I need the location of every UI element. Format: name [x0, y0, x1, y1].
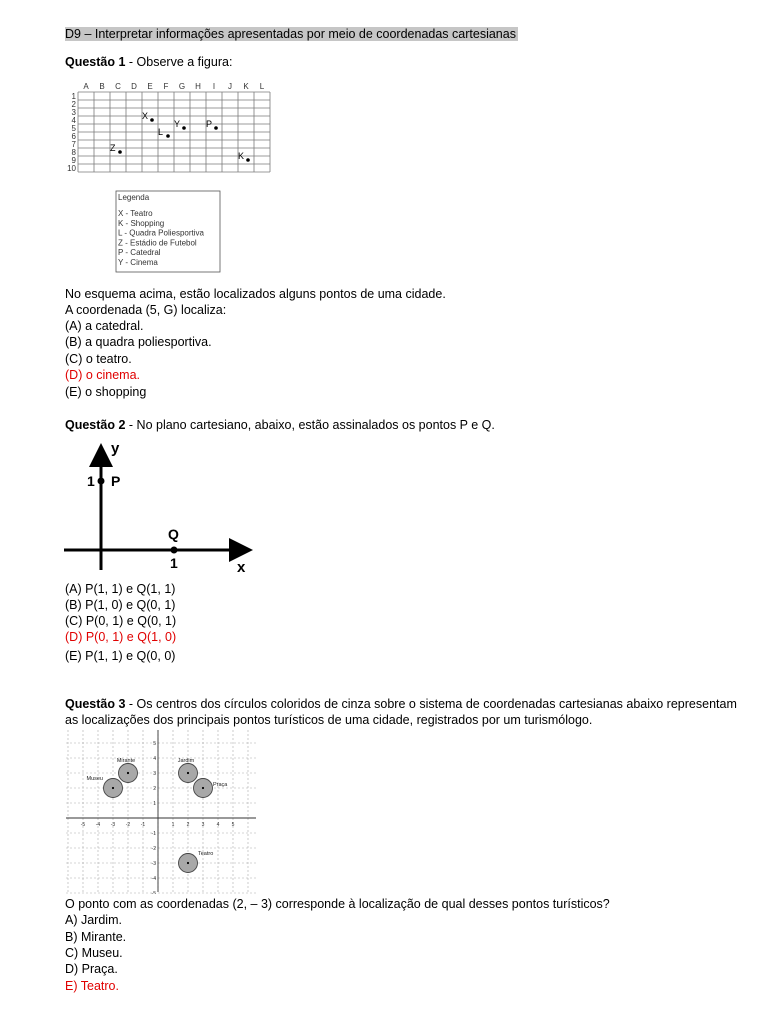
q1-row-label: 4: [71, 116, 76, 125]
q1-col-label: A: [83, 82, 89, 91]
q2-option-e: (E) P(1, 1) e Q(0, 0): [65, 649, 176, 663]
q3-question: O ponto com as coordenadas (2, – 3) corresponde à localização de qual desses pontos turísticos?: [65, 897, 610, 911]
q2-option-b: (B) P(1, 0) e Q(0, 1): [65, 598, 176, 612]
q3-x-tick: -5: [80, 822, 86, 828]
q1-option-b: (B) a quadra poliesportiva.: [65, 335, 212, 349]
q2-one-x: 1: [170, 555, 178, 571]
q3-option-a: A) Jardim.: [65, 913, 122, 927]
q1-point-label: Z: [110, 143, 116, 153]
q1-col-label: C: [115, 82, 121, 91]
q3-center-dot: [187, 772, 189, 774]
q3-y-tick: 1: [153, 801, 156, 807]
q1-legend-item: Y - Cinema: [118, 258, 158, 267]
q3-option-e: E) Teatro.: [65, 979, 119, 993]
q3-y-tick: -2: [151, 846, 156, 852]
q3-x-tick: 5: [231, 822, 235, 828]
q1-point-k: [246, 158, 250, 162]
q1-legend-title: Legenda: [118, 193, 150, 202]
q1-legend-item: L - Quadra Poliesportiva: [118, 228, 204, 238]
q3-y-tick: -4: [151, 876, 156, 882]
q2-option-a: (A) P(1, 1) e Q(1, 1): [65, 582, 176, 596]
q1-point-label: K: [238, 151, 245, 161]
q3-y-tick: -1: [151, 831, 156, 837]
q3-place-label: Mirante: [116, 758, 136, 764]
q2-point-q: [171, 547, 178, 554]
q3-x-tick: 2: [186, 822, 190, 828]
q1-col-label: D: [131, 82, 137, 91]
q1-point-label: Y: [174, 119, 181, 129]
q1-option-e: (E) o shopping: [65, 385, 147, 399]
q3-x-tick: -4: [95, 822, 101, 828]
q3-place-label: Praça: [213, 782, 228, 788]
q1-grid-figure: [64, 80, 276, 276]
q1-col-label: G: [178, 82, 186, 91]
q2-point-p: [98, 478, 105, 485]
q1-stem-1: No esquema acima, estão localizados alguns pontos de uma cidade.: [65, 287, 446, 301]
q1-stem-2: A coordenada (5, G) localiza:: [65, 303, 227, 317]
q3-x-tick: -3: [110, 822, 116, 828]
q1-col-label: H: [195, 82, 201, 91]
q1-legend-item: X - Teatro: [118, 209, 153, 218]
q1-point-p: [214, 126, 218, 130]
q1-option-c: (C) o teatro.: [65, 352, 132, 366]
q3-x-tick: -2: [125, 822, 131, 828]
q1-col-label: E: [147, 82, 153, 91]
q3-y-tick: 4: [153, 756, 156, 762]
q3-x-tick: 1: [171, 822, 175, 828]
q3-label: Questão 3: [65, 697, 126, 711]
q3-y-tick: 2: [153, 786, 156, 792]
q1-row-label: 1: [71, 92, 76, 101]
q1-row-label: 3: [71, 108, 76, 117]
q2-text: - No plano cartesiano, abaixo, estão assinalados os pontos P e Q.: [125, 418, 495, 432]
q1-point-l: [166, 134, 170, 138]
q1-row-label: 9: [71, 156, 76, 165]
q3-place-label: Museu: [86, 776, 103, 782]
q3-x-tick: 4: [216, 822, 220, 828]
q1-col-label: K: [243, 82, 249, 91]
q3-coordinate-figure: [64, 728, 258, 894]
q2-x-label: x: [237, 559, 246, 576]
q1-point-x: [150, 118, 154, 122]
q3-option-b: B) Mirante.: [65, 930, 127, 944]
q3-place-label: Jardim: [177, 758, 195, 764]
q2-title: [65, 417, 495, 433]
q2-one-y: 1: [87, 473, 95, 489]
q3-figure-bg: [64, 728, 258, 894]
header-text: D9 – Interpretar informações apresentadas por meio de coordenadas cartesianas: [65, 27, 516, 41]
q1-point-y: [182, 126, 186, 130]
q2-cartesian-figure: [60, 436, 260, 582]
q1-row-label: 5: [71, 124, 76, 133]
q1-point-label: X: [142, 111, 149, 121]
q3-text-2: as localizações dos principais pontos turísticos de uma cidade, registrados por um turismólogo.: [65, 713, 593, 727]
q1-option-d: (D) o cinema.: [65, 368, 141, 382]
q1-title: [65, 54, 232, 70]
q3-y-tick: 5: [153, 741, 156, 747]
q1-col-label: F: [163, 82, 169, 91]
q2-q-label: Q: [168, 526, 179, 542]
q3-option-c: C) Museu.: [65, 946, 123, 960]
q1-col-label: B: [99, 82, 105, 91]
q1-col-label: I: [212, 82, 216, 91]
q3-y-tick: 3: [153, 771, 156, 777]
q3-y-tick: -5: [151, 891, 156, 894]
q1-point-z: [118, 150, 122, 154]
q2-option-c: (C) P(0, 1) e Q(0, 1): [65, 614, 177, 628]
q1-row-label: 8: [71, 148, 76, 157]
q1-col-label: J: [228, 82, 232, 91]
q3-x-tick: 3: [201, 822, 205, 828]
q1-legend-item: P - Catedral: [118, 248, 161, 258]
q1-legend-item: K - Shopping: [118, 218, 165, 228]
q3-option-d: D) Praça.: [65, 962, 118, 976]
q3-center-dot: [112, 787, 114, 789]
q2-p-label: P: [111, 473, 121, 489]
q3-x-tick: -1: [140, 822, 146, 828]
q1-row-label: 7: [71, 140, 76, 149]
q1-col-label: L: [259, 82, 265, 91]
q2-option-d: (D) P(0, 1) e Q(1, 0): [65, 630, 177, 644]
q3-y-tick: -3: [151, 861, 156, 867]
q3-title: [65, 696, 737, 712]
q1-label: Questão 1: [65, 55, 126, 69]
q2-y-label: y: [111, 440, 120, 457]
q2-label: Questão 2: [65, 418, 126, 432]
q1-row-label: 6: [71, 132, 76, 141]
q3-center-dot: [127, 772, 129, 774]
q1-point-label: P: [206, 119, 213, 129]
q1-legend-item: Z - Estádio de Futebol: [118, 238, 197, 248]
q3-text-1: - Os centros dos círculos coloridos de cinza sobre o sistema de coordenadas cartesianas abaixo representam: [125, 697, 737, 711]
q1-point-label: L: [158, 127, 164, 137]
q3-place-label: Teatro: [198, 851, 214, 857]
q3-center-dot: [202, 787, 204, 789]
page-header: [65, 26, 518, 42]
q1-text: - Observe a figura:: [125, 55, 233, 69]
q1-option-a: (A) a catedral.: [65, 319, 144, 333]
q1-row-label: 10: [67, 164, 76, 173]
q1-row-label: 2: [71, 100, 76, 109]
q3-center-dot: [187, 862, 189, 864]
